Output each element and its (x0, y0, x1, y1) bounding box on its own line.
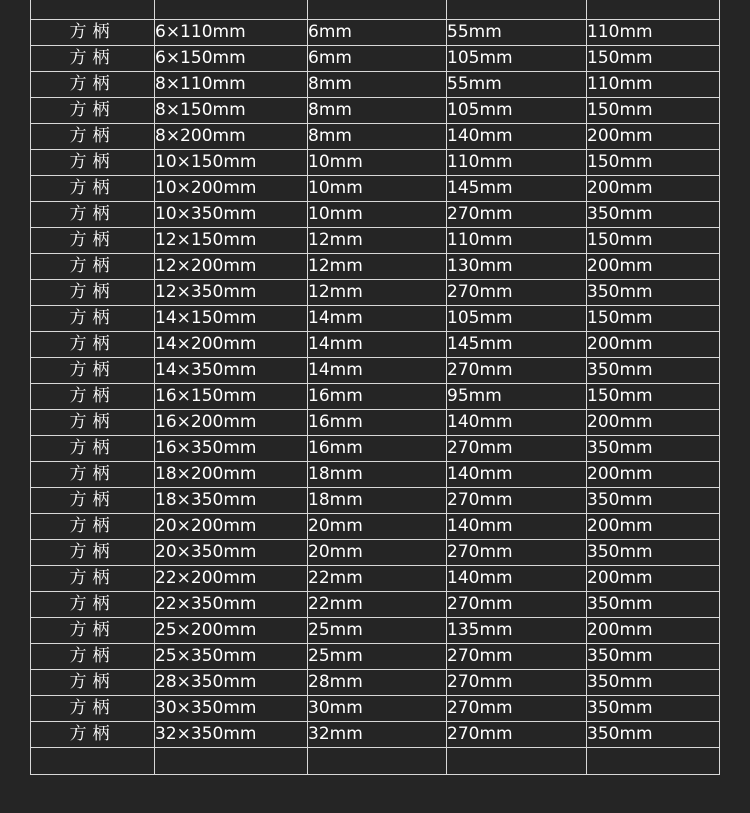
working-length-cell: 130mm (447, 254, 587, 280)
total-length-cell: 200mm (587, 462, 720, 488)
shank-width-cell: 10mm (308, 202, 447, 228)
shank-type-cell: 方柄 (31, 98, 155, 124)
total-length-cell: 200mm (587, 176, 720, 202)
size-cell: 16×150mm (155, 384, 308, 410)
shank-width-cell: 8mm (308, 98, 447, 124)
table-row (31, 254, 720, 280)
size-cell: 14×350mm (155, 358, 308, 384)
shank-width-cell: 6mm (308, 46, 447, 72)
working-length-cell: 140mm (447, 410, 587, 436)
working-length-cell: 270mm (447, 592, 587, 618)
working-length-cell: 55mm (447, 20, 587, 46)
working-length-cell: 140mm (447, 566, 587, 592)
shank-type-cell: 方柄 (31, 176, 155, 202)
table-row (31, 566, 720, 592)
shank-type-cell: 方柄 (31, 202, 155, 228)
shank-width-cell: 18mm (308, 462, 447, 488)
table-cell-empty (447, 0, 587, 20)
shank-type-cell: 方柄 (31, 150, 155, 176)
table-cell-empty (31, 748, 155, 775)
size-cell: 22×350mm (155, 592, 308, 618)
working-length-cell: 270mm (447, 358, 587, 384)
shank-type-cell: 方柄 (31, 592, 155, 618)
shank-width-cell: 14mm (308, 306, 447, 332)
shank-width-cell: 14mm (308, 332, 447, 358)
shank-type-cell: 方柄 (31, 46, 155, 72)
shank-type-cell: 方柄 (31, 254, 155, 280)
shank-type-cell: 方柄 (31, 410, 155, 436)
working-length-cell: 105mm (447, 46, 587, 72)
total-length-cell: 150mm (587, 150, 720, 176)
shank-type-cell: 方柄 (31, 566, 155, 592)
shank-width-cell: 25mm (308, 618, 447, 644)
shank-width-cell: 28mm (308, 670, 447, 696)
table-row (31, 436, 720, 462)
shank-width-cell: 20mm (308, 540, 447, 566)
shank-width-cell: 30mm (308, 696, 447, 722)
size-cell: 18×200mm (155, 462, 308, 488)
table-row (31, 202, 720, 228)
total-length-cell: 110mm (587, 20, 720, 46)
total-length-cell: 150mm (587, 384, 720, 410)
working-length-cell: 95mm (447, 384, 587, 410)
size-cell: 6×110mm (155, 20, 308, 46)
spec-table-body (31, 0, 720, 775)
shank-width-cell: 20mm (308, 514, 447, 540)
shank-type-cell: 方柄 (31, 332, 155, 358)
shank-type-cell: 方柄 (31, 644, 155, 670)
working-length-cell: 105mm (447, 98, 587, 124)
shank-width-cell: 16mm (308, 384, 447, 410)
table-row (31, 46, 720, 72)
shank-width-cell: 6mm (308, 20, 447, 46)
size-cell: 10×350mm (155, 202, 308, 228)
shank-width-cell: 32mm (308, 722, 447, 748)
table-row (31, 332, 720, 358)
shank-type-cell: 方柄 (31, 696, 155, 722)
size-cell: 20×200mm (155, 514, 308, 540)
total-length-cell: 150mm (587, 306, 720, 332)
table-row (31, 618, 720, 644)
size-cell: 12×350mm (155, 280, 308, 306)
total-length-cell: 200mm (587, 514, 720, 540)
shank-type-cell: 方柄 (31, 124, 155, 150)
table-row (31, 280, 720, 306)
working-length-cell: 145mm (447, 176, 587, 202)
total-length-cell: 200mm (587, 124, 720, 150)
total-length-cell: 110mm (587, 72, 720, 98)
table-cell-empty (587, 0, 720, 20)
working-length-cell: 270mm (447, 670, 587, 696)
table-cell-empty (155, 748, 308, 775)
working-length-cell: 270mm (447, 540, 587, 566)
working-length-cell: 140mm (447, 514, 587, 540)
shank-type-cell: 方柄 (31, 488, 155, 514)
shank-width-cell: 22mm (308, 592, 447, 618)
size-cell: 8×110mm (155, 72, 308, 98)
table-row (31, 644, 720, 670)
total-length-cell: 350mm (587, 358, 720, 384)
table-row (31, 20, 720, 46)
size-cell: 10×200mm (155, 176, 308, 202)
shank-type-cell: 方柄 (31, 670, 155, 696)
size-cell: 18×350mm (155, 488, 308, 514)
working-length-cell: 270mm (447, 488, 587, 514)
working-length-cell: 135mm (447, 618, 587, 644)
working-length-cell: 140mm (447, 124, 587, 150)
shank-type-cell: 方柄 (31, 540, 155, 566)
shank-type-cell: 方柄 (31, 20, 155, 46)
shank-width-cell: 10mm (308, 150, 447, 176)
table-row (31, 176, 720, 202)
total-length-cell: 150mm (587, 98, 720, 124)
size-cell: 16×350mm (155, 436, 308, 462)
shank-type-cell: 方柄 (31, 358, 155, 384)
working-length-cell: 270mm (447, 202, 587, 228)
table-row (31, 696, 720, 722)
shank-width-cell: 22mm (308, 566, 447, 592)
size-cell: 25×350mm (155, 644, 308, 670)
working-length-cell: 140mm (447, 462, 587, 488)
shank-width-cell: 16mm (308, 410, 447, 436)
table-row (31, 358, 720, 384)
total-length-cell: 200mm (587, 410, 720, 436)
table-row-empty-bottom (31, 748, 720, 775)
total-length-cell: 350mm (587, 202, 720, 228)
total-length-cell: 350mm (587, 592, 720, 618)
table-row (31, 384, 720, 410)
working-length-cell: 270mm (447, 280, 587, 306)
table-row (31, 150, 720, 176)
shank-type-cell: 方柄 (31, 228, 155, 254)
table-cell-empty (155, 0, 308, 20)
total-length-cell: 350mm (587, 436, 720, 462)
table-row (31, 124, 720, 150)
table-row (31, 592, 720, 618)
shank-width-cell: 18mm (308, 488, 447, 514)
total-length-cell: 350mm (587, 670, 720, 696)
shank-width-cell: 12mm (308, 254, 447, 280)
size-cell: 32×350mm (155, 722, 308, 748)
shank-type-cell: 方柄 (31, 280, 155, 306)
table-row-empty-top (31, 0, 720, 20)
shank-type-cell: 方柄 (31, 384, 155, 410)
size-cell: 8×150mm (155, 98, 308, 124)
shank-type-cell: 方柄 (31, 722, 155, 748)
total-length-cell: 350mm (587, 488, 720, 514)
table-cell-empty (308, 0, 447, 20)
table-row (31, 306, 720, 332)
working-length-cell: 55mm (447, 72, 587, 98)
shank-width-cell: 12mm (308, 280, 447, 306)
shank-width-cell: 8mm (308, 124, 447, 150)
shank-type-cell: 方柄 (31, 462, 155, 488)
working-length-cell: 270mm (447, 644, 587, 670)
working-length-cell: 270mm (447, 436, 587, 462)
table-row (31, 462, 720, 488)
total-length-cell: 350mm (587, 280, 720, 306)
working-length-cell: 270mm (447, 722, 587, 748)
total-length-cell: 200mm (587, 332, 720, 358)
table-row (31, 98, 720, 124)
size-cell: 25×200mm (155, 618, 308, 644)
working-length-cell: 145mm (447, 332, 587, 358)
size-cell: 8×200mm (155, 124, 308, 150)
total-length-cell: 150mm (587, 228, 720, 254)
total-length-cell: 150mm (587, 46, 720, 72)
size-cell: 30×350mm (155, 696, 308, 722)
working-length-cell: 105mm (447, 306, 587, 332)
total-length-cell: 200mm (587, 618, 720, 644)
size-cell: 16×200mm (155, 410, 308, 436)
size-cell: 6×150mm (155, 46, 308, 72)
working-length-cell: 110mm (447, 228, 587, 254)
table-row (31, 228, 720, 254)
shank-type-cell: 方柄 (31, 306, 155, 332)
shank-width-cell: 14mm (308, 358, 447, 384)
size-cell: 14×150mm (155, 306, 308, 332)
shank-type-cell: 方柄 (31, 436, 155, 462)
shank-width-cell: 10mm (308, 176, 447, 202)
table-cell-empty (447, 748, 587, 775)
total-length-cell: 200mm (587, 254, 720, 280)
table-row (31, 488, 720, 514)
size-cell: 14×200mm (155, 332, 308, 358)
size-cell: 12×150mm (155, 228, 308, 254)
table-row (31, 514, 720, 540)
shank-width-cell: 16mm (308, 436, 447, 462)
total-length-cell: 200mm (587, 566, 720, 592)
working-length-cell: 270mm (447, 696, 587, 722)
size-cell: 22×200mm (155, 566, 308, 592)
size-cell: 28×350mm (155, 670, 308, 696)
shank-type-cell: 方柄 (31, 72, 155, 98)
table-cell-empty (31, 0, 155, 20)
size-cell: 20×350mm (155, 540, 308, 566)
shank-width-cell: 25mm (308, 644, 447, 670)
shank-type-cell: 方柄 (31, 618, 155, 644)
working-length-cell: 110mm (447, 150, 587, 176)
spec-table (30, 0, 720, 775)
table-row (31, 410, 720, 436)
table-row (31, 722, 720, 748)
shank-width-cell: 12mm (308, 228, 447, 254)
table-row (31, 670, 720, 696)
table-cell-empty (587, 748, 720, 775)
shank-width-cell: 8mm (308, 72, 447, 98)
table-row (31, 540, 720, 566)
total-length-cell: 350mm (587, 644, 720, 670)
total-length-cell: 350mm (587, 696, 720, 722)
total-length-cell: 350mm (587, 722, 720, 748)
size-cell: 10×150mm (155, 150, 308, 176)
table-row (31, 72, 720, 98)
total-length-cell: 350mm (587, 540, 720, 566)
size-cell: 12×200mm (155, 254, 308, 280)
table-cell-empty (308, 748, 447, 775)
shank-type-cell: 方柄 (31, 514, 155, 540)
